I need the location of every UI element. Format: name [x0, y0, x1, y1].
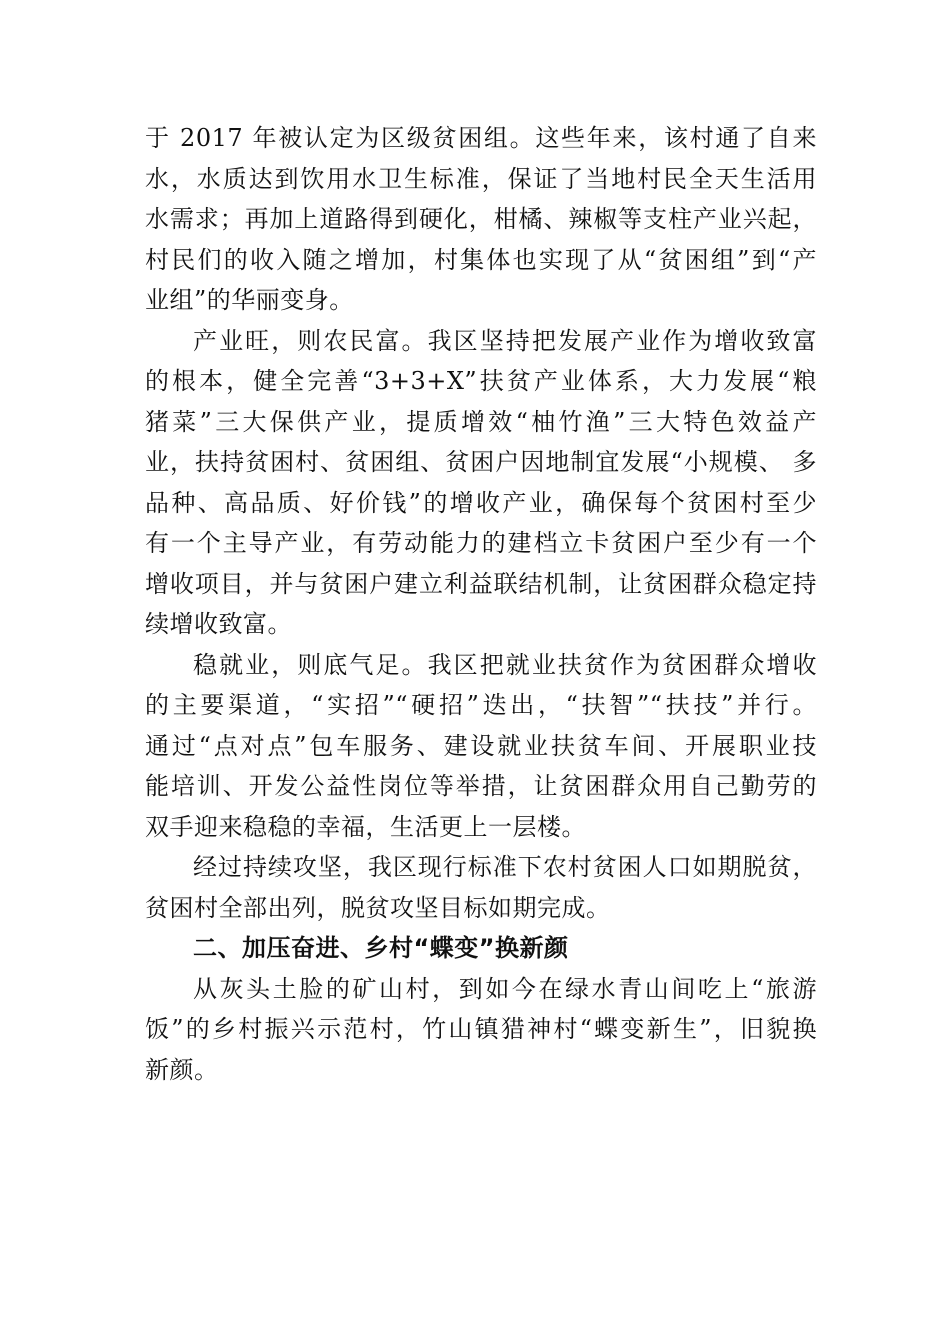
paragraph-line: 品种、高品质、好价钱”的增收产业，确保每个贫困村至少 [145, 488, 817, 517]
paragraph [145, 321, 817, 645]
paragraph [145, 969, 817, 1091]
paragraph-line: 贫困村全部出列，脱贫攻坚目标如期完成。 [145, 893, 611, 922]
paragraph [145, 645, 817, 848]
paragraph-line: 猪菜”三大保供产业，提质增效“柚竹渔”三大特色效益产 [145, 407, 817, 436]
paragraph-line: 的主要渠道，“实招”“硬招”迭出，“扶智”“扶技”并行。 [145, 691, 817, 719]
heading-text: 二、加压奋进、乡村“蝶变”换新颜 [193, 934, 569, 962]
paragraph-line: 经过持续攻坚，我区现行标准下农村贫困人口如期脱贫， [193, 853, 817, 881]
paragraph-line: 能培训、开发公益性岗位等举措，让贫困群众用自己勤劳的 [145, 772, 817, 800]
paragraph-line: 从灰头土脸的矿山村，到如今在绿水青山间吃上“旅游 [193, 974, 817, 1003]
paragraph-line: 业组”的华丽变身。 [145, 286, 354, 314]
paragraph-line: 新颜。 [145, 1055, 219, 1084]
section-heading [145, 928, 817, 969]
paragraph-line: 有一个主导产业，有劳动能力的建档立卡贫困户至少有一个 [145, 529, 817, 557]
paragraph-line: 的根本，健全完善“3+3+X”扶贫产业体系，大力发展“粮 [145, 367, 817, 395]
paragraph-line: 稳就业，则底气足。我区把就业扶贫作为贫困群众增收 [193, 650, 817, 679]
paragraph-line: 续增收致富。 [145, 610, 292, 638]
paragraph-line: 业，扶持贫困村、贫困组、贫困户因地制宜发展“小规模、 多 [145, 448, 817, 476]
paragraph-line: 产业旺，则农民富。我区坚持把发展产业作为增收致富 [193, 326, 817, 355]
paragraph-line: 增收项目，并与贫困户建立利益联结机制，让贫困群众稳定持 [145, 569, 817, 598]
document-body [145, 118, 817, 1090]
paragraph-line: 水需求；再加上道路得到硬化，柑橘、辣椒等支柱产业兴起， [145, 205, 817, 233]
paragraph-line: 于 2017 年被认定为区级贫困组。这些年来，该村通了自来 [145, 124, 817, 152]
paragraph-line: 村民们的收入随之增加，村集体也实现了从“贫困组”到“产 [145, 245, 817, 274]
paragraph [145, 847, 817, 928]
paragraph-line: 双手迎来稳稳的幸福，生活更上一层楼。 [145, 812, 586, 841]
paragraph-line: 通过“点对点”包车服务、建设就业扶贫车间、开展职业技 [145, 731, 817, 760]
paragraph [145, 118, 817, 321]
paragraph-line: 水，水质达到饮用水卫生标准，保证了当地村民全天生活用 [145, 164, 817, 193]
paragraph-line: 饭”的乡村振兴示范村，竹山镇猎神村“蝶变新生”，旧貌换 [145, 1015, 817, 1043]
